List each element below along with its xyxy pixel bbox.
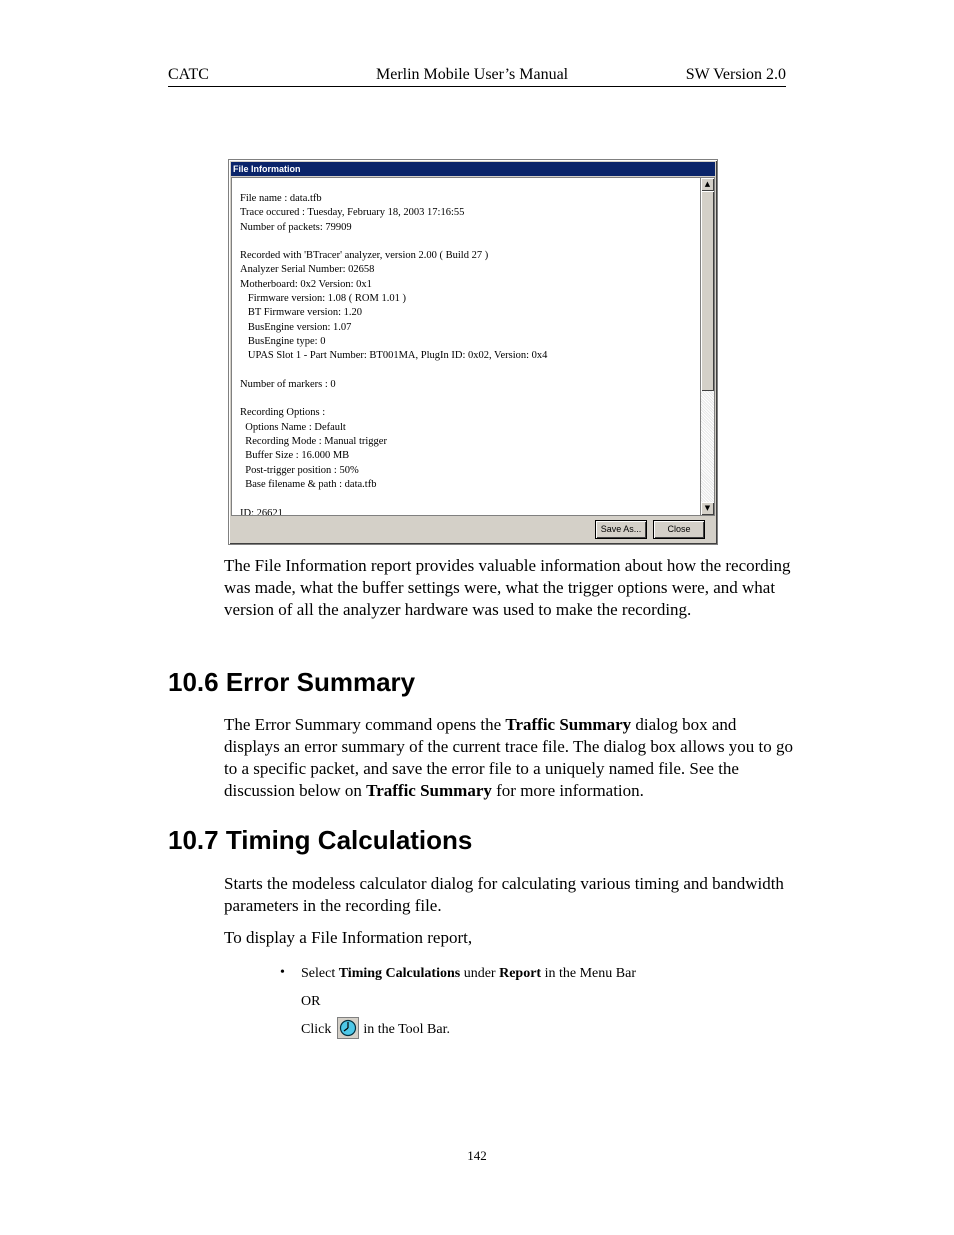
- save-as-button[interactable]: Save As...: [595, 520, 647, 539]
- text-segment: dialog box and displays an error summary of the current trace file. The dialog box allows you to go to a specific packet, and save the error file to a uniquely named file. See the discussion below on: [224, 715, 794, 800]
- page-header: [168, 64, 786, 87]
- text-segment: Select: [301, 966, 339, 981]
- section-heading-timing-calculations: 10.7 Timing Calculations: [168, 825, 473, 855]
- timing-paragraph: Starts the modeless calculator dialog for calculating various timing and bandwidth parameters in the recording file.: [224, 874, 784, 915]
- text-segment: for more information.: [491, 781, 644, 800]
- scroll-up-icon[interactable]: ▲: [701, 178, 714, 191]
- dialog-text-line: [240, 364, 700, 378]
- dialog-title: File Information: [231, 162, 715, 176]
- clock-icon: [337, 1017, 359, 1039]
- dialog-text-line: Base filename & path : data.tfb: [240, 478, 377, 490]
- dialog-text-line: [240, 392, 700, 406]
- header-version: SW Version 2.0: [685, 66, 786, 83]
- text-segment: in the Tool Bar.: [363, 1022, 450, 1037]
- text-segment: The Error Summary command opens the: [224, 715, 506, 734]
- section-heading-error-summary: 10.6 Error Summary: [168, 667, 416, 697]
- dialog-text-line: Trace occured : Tuesday, February 18, 2003 17:16:55: [240, 207, 465, 219]
- step-click: [301, 1016, 450, 1044]
- bullet-icon: •: [280, 965, 285, 980]
- vertical-scrollbar[interactable]: [700, 177, 715, 516]
- header-left: CATC: [168, 66, 209, 83]
- dialog-text-line: BusEngine type: 0: [240, 335, 326, 347]
- dialog-text-line: Motherboard: 0x2 Version: 0x1: [240, 278, 372, 290]
- bold-term: Traffic Summary: [366, 781, 492, 800]
- step-or: OR: [301, 994, 321, 1009]
- dialog-text-line: UPAS Slot 1 - Part Number: BT001MA, PlugIn ID: 0x02, Version: 0x4: [240, 350, 548, 362]
- text-segment: under: [460, 966, 500, 981]
- dialog-text-line: Recorded with 'BTracer' analyzer, version 2.00 ( Build 27 ): [240, 250, 489, 262]
- dialog-text-line: BusEngine version: 1.07: [240, 321, 352, 333]
- bold-term: Report: [499, 966, 542, 981]
- step-select: [301, 960, 636, 988]
- scroll-thumb[interactable]: [701, 191, 714, 391]
- dialog-text-line: Number of markers : 0: [240, 378, 336, 390]
- page-number: 142: [467, 1148, 487, 1163]
- scroll-down-icon[interactable]: ▼: [701, 502, 714, 515]
- text-segment: Click: [301, 1022, 332, 1037]
- bold-term: Timing Calculations: [338, 966, 461, 981]
- dialog-text-line: Post-trigger position : 50%: [240, 464, 359, 476]
- dialog-text-line: Recording Options :: [240, 407, 326, 419]
- dialog-text-area[interactable]: [231, 177, 700, 516]
- header-title: Merlin Mobile User’s Manual: [376, 66, 569, 83]
- dialog-text-line: Options Name : Default: [240, 421, 346, 433]
- dialog-text-line: Firmware version: 1.08 ( ROM 1.01 ): [240, 293, 406, 305]
- dialog-text-line: Buffer Size : 16.000 MB: [240, 450, 350, 462]
- dialog-text-line: BT Firmware version: 1.20: [240, 307, 363, 319]
- dialog-text-line: File name : data.tfb: [240, 193, 322, 204]
- bold-term: Traffic Summary: [505, 715, 632, 734]
- dialog-text-line: ID: 26621: [240, 507, 283, 516]
- file-info-paragraph: The File Information report provides valuable information about how the recording was made, what the buffer settings were, what the trigger options were, and what version of all the analyzer hardware was used to make the recording.: [224, 556, 791, 619]
- text-segment: in the Menu Bar: [541, 966, 636, 981]
- close-button[interactable]: Close: [653, 520, 705, 539]
- error-summary-paragraph: [224, 714, 794, 802]
- dialog-text-line: Number of packets: 79909: [240, 221, 352, 233]
- file-information-dialog: [228, 159, 718, 545]
- dialog-text-line: Recording Mode : Manual trigger: [240, 436, 387, 448]
- dialog-text-line: Analyzer Serial Number: 02658: [240, 264, 375, 276]
- dialog-text-line: [240, 492, 700, 506]
- dialog-text-line: [240, 235, 700, 249]
- instruction-paragraph: To display a File Information report,: [224, 928, 473, 947]
